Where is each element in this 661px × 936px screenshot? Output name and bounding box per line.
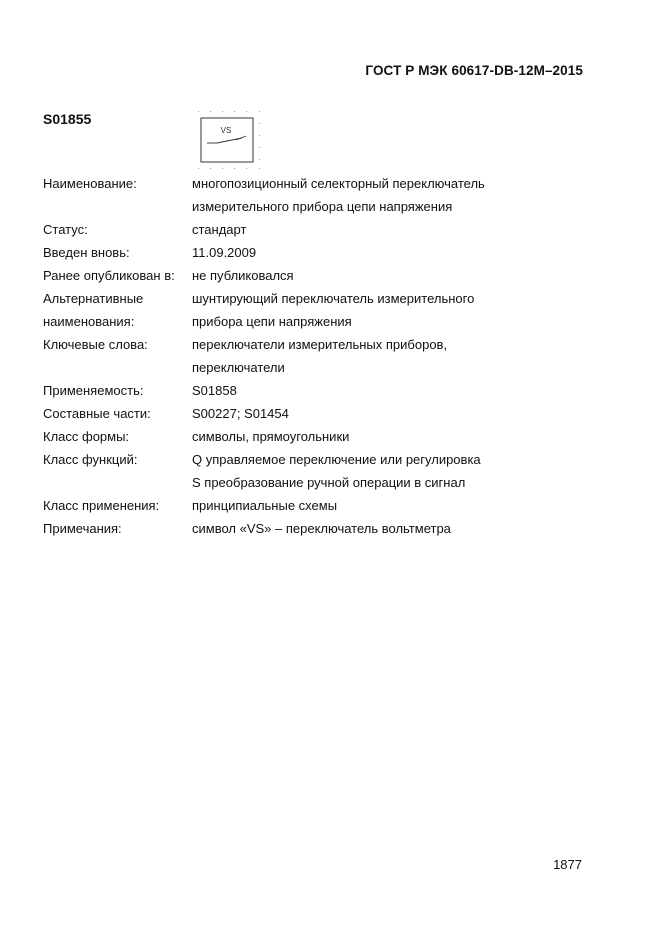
- switch-right-terminal: [236, 136, 246, 140]
- property-row-alternative-names: [43, 287, 603, 333]
- symbol-code: S01855: [43, 111, 92, 127]
- value-line: символы, прямоугольники: [192, 429, 350, 444]
- grid-dots: [198, 111, 260, 169]
- symbol-label: VS: [220, 126, 232, 135]
- property-row-notes: [43, 517, 603, 540]
- property-row-applicability: [43, 379, 603, 402]
- property-label: Применяемость:: [43, 383, 144, 398]
- value-line: прибора цепи напряжения: [192, 314, 352, 329]
- properties-table: [43, 172, 603, 540]
- property-value: [192, 333, 603, 379]
- symbol-graphic: [196, 110, 262, 170]
- property-value: [192, 402, 603, 425]
- label-line: наименования:: [43, 314, 135, 329]
- property-row-components: [43, 402, 603, 425]
- property-row-application-class: [43, 494, 603, 517]
- property-value: [192, 379, 603, 402]
- label-line: Альтернативные: [43, 291, 144, 306]
- property-label: Ключевые слова:: [43, 337, 148, 352]
- value-line: S01858: [192, 383, 237, 398]
- property-label: Примечания:: [43, 521, 122, 536]
- property-row-keywords: [43, 333, 603, 379]
- property-label: Класс применения:: [43, 498, 160, 513]
- property-label: Статус:: [43, 222, 88, 237]
- property-label: Введен вновь:: [43, 245, 130, 260]
- value-line: принципиальные схемы: [192, 498, 338, 513]
- property-label: Наименование:: [43, 176, 137, 191]
- value-line: S00227; S01454: [192, 406, 289, 421]
- property-value: [192, 241, 603, 264]
- value-line: переключатели: [192, 360, 285, 375]
- value-line: многопозиционный селекторный переключатель: [192, 176, 485, 191]
- value-line: стандарт: [192, 222, 247, 237]
- value-line: переключатели измерительных приборов,: [192, 337, 448, 352]
- property-row-published: [43, 264, 603, 287]
- property-row-introduced: [43, 241, 603, 264]
- value-line: символ «VS» – переключатель вольтметра: [192, 521, 451, 536]
- property-value: [192, 517, 603, 540]
- property-label: Ранее опубликован в:: [43, 268, 175, 283]
- property-value: [192, 494, 603, 517]
- value-line: 11.09.2009: [192, 245, 257, 260]
- document-header: ГОСТ Р МЭК 60617-DB-12M–2015: [365, 63, 583, 78]
- value-line: измерительного прибора цепи напряжения: [192, 199, 453, 214]
- property-row-status: [43, 218, 603, 241]
- property-value: [192, 425, 603, 448]
- property-value: [192, 448, 603, 494]
- property-row-shape-class: [43, 425, 603, 448]
- value-line: шунтирующий переключатель измерительного: [192, 291, 475, 306]
- property-label: [43, 287, 192, 333]
- property-label: Составные части:: [43, 406, 151, 421]
- property-value: [192, 264, 603, 287]
- value-line: S преобразование ручной операции в сигнал: [192, 475, 466, 490]
- page-number: 1877: [553, 857, 582, 872]
- value-line: Q управляемое переключение или регулировка: [192, 452, 481, 467]
- property-row-function-class: [43, 448, 603, 494]
- symbol-frame: [201, 118, 253, 162]
- value-line: не публиковался: [192, 268, 294, 283]
- property-label: Класс формы:: [43, 429, 130, 444]
- property-label: Класс функций:: [43, 452, 138, 467]
- property-value: [192, 287, 603, 333]
- property-value: [192, 172, 603, 218]
- property-value: [192, 218, 603, 241]
- property-row-name: [43, 172, 603, 218]
